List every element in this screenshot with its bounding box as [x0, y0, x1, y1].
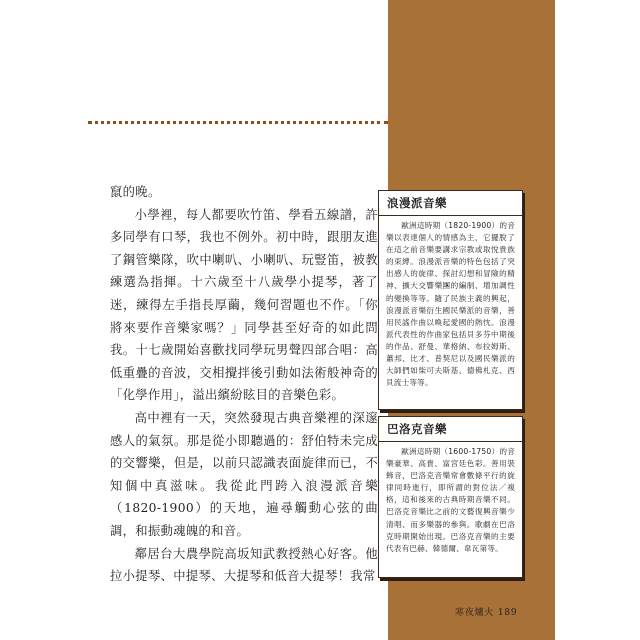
body-paragraph: 鄰居台大農學院高坂知武教授熱心好客。他拉小提琴、中提琴、大提琴和低音大提琴！我常: [110, 546, 378, 584]
sidebar-baroque-music: [378, 416, 523, 578]
main-body-text: [110, 181, 378, 588]
sidebar-title: 巴洛克音樂: [379, 417, 522, 442]
body-paragraph: 小學裡，每人都要吹竹笛、學看五線譜，許多同學有口琴，我也不例外。初中時，跟朋友進了鋼管樂隊，吹中喇叭、小喇叭、玩豎笛，被教練選為指揮。十六歲至十八歲學小提琴，著了迷，練得左手指長厚繭，幾何習題也不作。「你將來要作音樂家嗎？」同學甚至好奇的如此問我。十七歲開始喜歡找同學玩男聲四部合唱：高低重疊的音波，交相攪拌後引動如法術般神奇的「化學作用」，溢出繽紛眩目的音樂色彩。: [110, 207, 378, 403]
body-paragraph: 竄的晚。: [110, 185, 161, 199]
sidebar-romantic-music: [378, 190, 523, 410]
sidebar-body: 歐洲這時期（1600-1750）的音樂豪華、高貴、富宮廷色彩。善用裝飾音，巴洛克音樂常會數條平行的旋律同時進行，即所謂的對位法／複格，這和後來的古典時期音樂不同。巴洛克音樂比之前的文藝復興音樂少清唱、而多樂器的參與。歌劇在巴洛克時期開始出現。巴洛克音樂的主要代表有巴赫、韓德爾、韋瓦第等。: [386, 447, 515, 553]
dotted-divider: [88, 121, 388, 124]
body-paragraph: 高中裡有一天，突然發現古典音樂裡的深邃感人的氣氛。那是從小即聽過的：舒伯特未完成的交響樂，但是，以前只認識表面旋律而已，不知個中真滋味。我從此門跨入浪漫派音樂（1820-1900）的天地，遍尋觸動心弦的曲調，和振動魂魄的和音。: [110, 410, 378, 538]
sidebar-body: 歐洲這時期（1820-1900）的音樂以表達個人的情感為主，它擺脫了在這之前音樂要講求宗教或取悅貴族的束縛。浪漫派音樂的特色包括了突出感人的旋律、探討幻想和冒險的精神、擴大交響樂團的編制、增加調性的變換等等。隨了民族主義的興起，浪漫派音樂衍生國民樂派的音樂，善用民謠作曲以喚起愛國的熱忱。浪漫派代表性的作曲家包括貝多芬中期後的作品、舒曼、華格納、布拉姆斯、蕭邦、比才、普契尼以及國民樂派的大師們如柴可夫斯基、德佛札克、西貝流士等等。: [386, 221, 515, 388]
sidebar-title: 浪漫派音樂: [379, 191, 522, 216]
page-footer: 寒夜爐火 189: [455, 608, 518, 618]
